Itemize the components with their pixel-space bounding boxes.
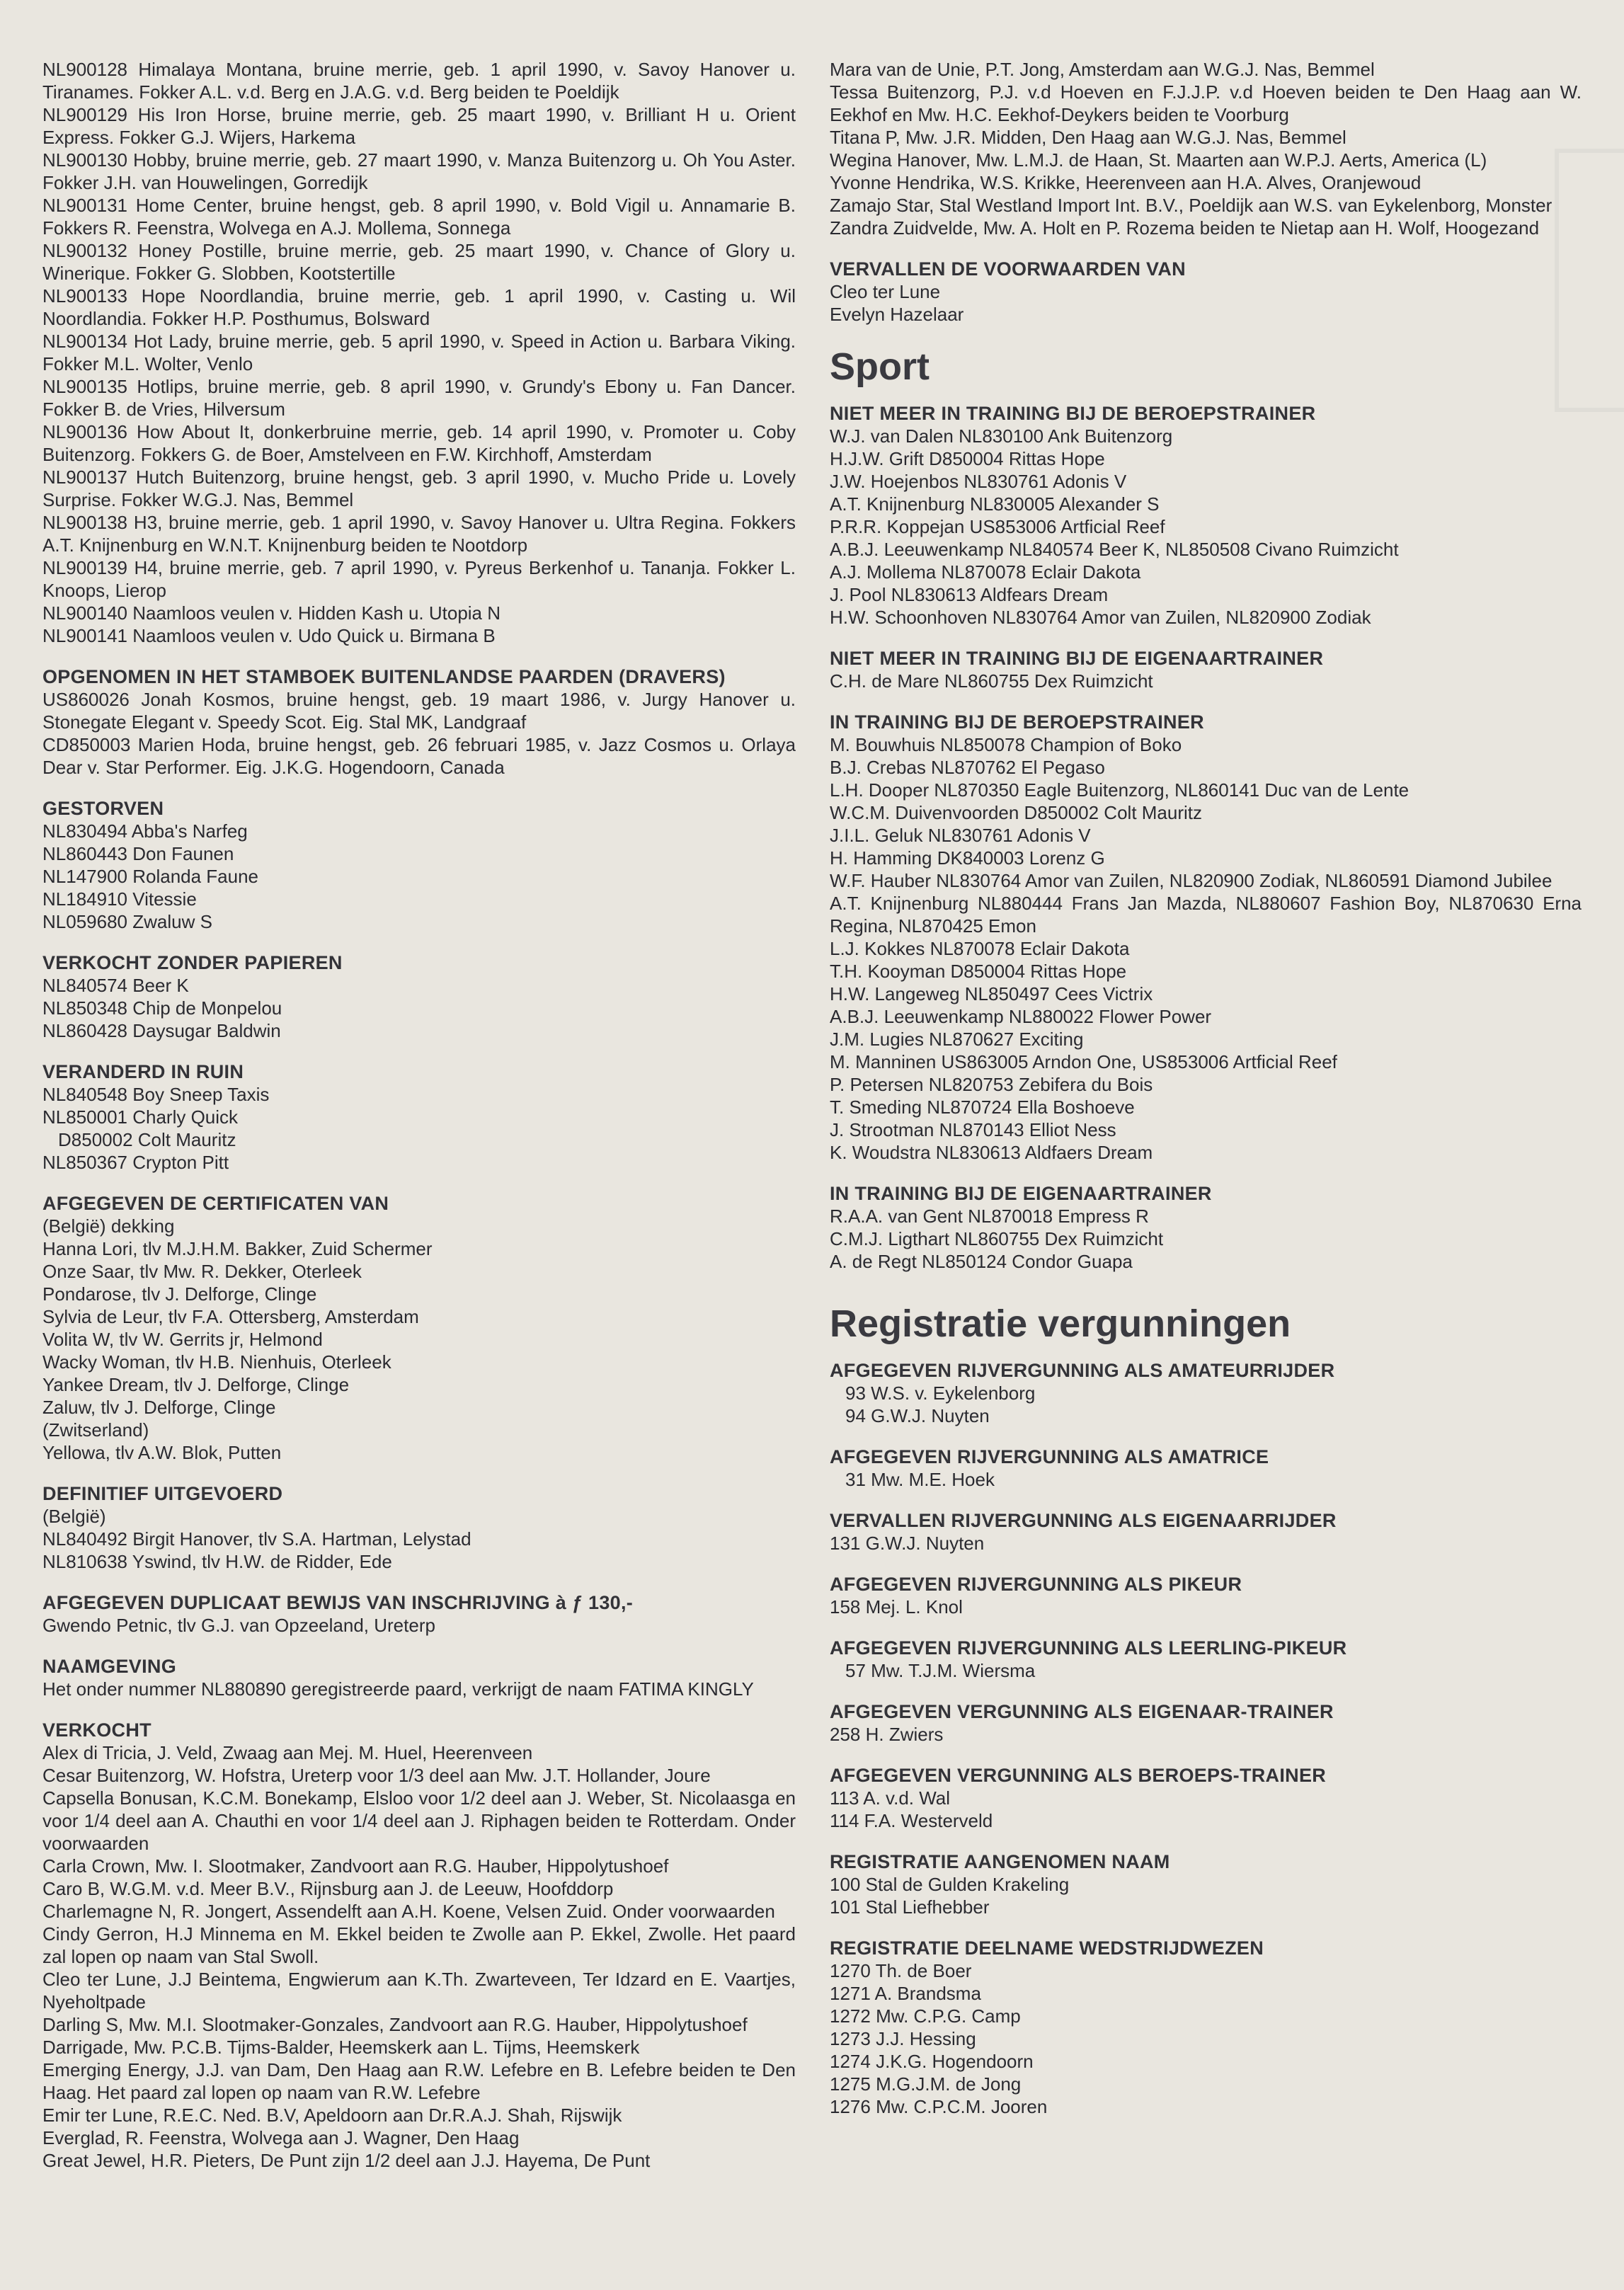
list-item: 100 Stal de Gulden Krakeling [830, 1874, 1070, 1895]
list-item: Cleo ter Lune [830, 281, 941, 302]
list-item: NL900134 Hot Lady, bruine merrie, geb. 5 april 1990, v. Speed in Action u. Barbara Viking. Fokker M.L. Wolter, Venlo [42, 331, 796, 374]
list-item: J. Pool NL830613 Aldfears Dream [830, 584, 1109, 605]
list-item: Capsella Bonusan, K.C.M. Bonekamp, Elsloo voor 1/2 deel aan J. Weber, St. Nicolaasga en voor 1/4 deel aan A. Chauthi en voor 1/4 deel aan J. Riphagen beiden te Rotterdam. Onder voorwaarden [42, 1787, 796, 1854]
list-item: Zaluw, tlv J. Delforge, Clinge [42, 1397, 276, 1418]
list-item: Hanna Lori, tlv M.J.H.M. Bakker, Zuid Schermer [42, 1238, 433, 1259]
section-in-eigenaartrainer [830, 1182, 1582, 1273]
section-gestorven [42, 797, 796, 933]
list-item: Caro B, W.G.M. v.d. Meer B.V., Rijnsburg aan J. de Leeuw, Hoofddorp [42, 1878, 614, 1899]
list-item: (Zwitserland) [42, 1419, 149, 1441]
section-heading: AFGEGEVEN DE CERTIFICATEN VAN [42, 1193, 389, 1214]
list-item: A.T. Knijnenburg NL880444 Frans Jan Mazda, NL880607 Fashion Boy, NL870630 Erna Regina, NL870425 Emon [830, 893, 1582, 937]
list-item: Charlemagne N, R. Jongert, Assendelft aan A.H. Koene, Velsen Zuid. Onder voorwaarden [42, 1901, 775, 1922]
list-item: H. Hamming DK840003 Lorenz G [830, 847, 1105, 869]
list-item: (België) [42, 1506, 106, 1527]
list-item: 31 Mw. M.E. Hoek [845, 1469, 995, 1490]
list-item: Darrigade, Mw. P.C.B. Tijms-Balder, Heemskerk aan L. Tijms, Heemskerk [42, 2037, 640, 2058]
list-item: J.W. Hoejenbos NL830761 Adonis V [830, 471, 1127, 492]
list-item: (België) dekking [42, 1215, 175, 1237]
list-item: 1273 J.J. Hessing [830, 2028, 976, 2049]
list-item: NL184910 Vitessie [42, 888, 197, 910]
list-item: W.F. Hauber NL830764 Amor van Zuilen, NL820900 Zodiak, NL860591 Diamond Jubilee [830, 870, 1552, 891]
list-item: Wegina Hanover, Mw. L.M.J. de Haan, St. Maarten aan W.P.J. Aerts, America (L) [830, 149, 1487, 171]
section-heading: AFGEGEVEN RIJVERGUNNING ALS AMATRICE [830, 1446, 1269, 1467]
list-item: Darling S, Mw. M.I. Slootmaker-Gonzales, Zandvoort aan R.G. Hauber, Hippolytushoef [42, 2014, 748, 2035]
list-item: Great Jewel, H.R. Pieters, De Punt zijn 1/2 deel aan J.J. Hayema, De Punt [42, 2150, 651, 2171]
list-item: NL147900 Rolanda Faune [42, 866, 259, 887]
list-item: NL900131 Home Center, bruine hengst, geb. 8 april 1990, v. Bold Vigil u. Annamarie B. Fokkers R. Feenstra, Wolvega en A.J. Mollema, Sonnega [42, 195, 796, 239]
list-item: NL840548 Boy Sneep Taxis [42, 1084, 270, 1105]
list-item: 1272 Mw. C.P.G. Camp [830, 2005, 1021, 2027]
list-item: C.M.J. Ligthart NL860755 Dex Ruimzicht [830, 1228, 1164, 1249]
list-item: Carla Crown, Mw. I. Slootmaker, Zandvoort aan R.G. Hauber, Hippolytushoef [42, 1855, 669, 1877]
list-item: J.M. Lugies NL870627 Exciting [830, 1029, 1084, 1050]
list-item: T. Smeding NL870724 Ella Boshoeve [830, 1097, 1135, 1118]
list-item: NL900141 Naamloos veulen v. Udo Quick u. Birmana B [42, 625, 496, 646]
registratie-title: Registratie vergunningen [830, 1303, 1291, 1345]
list-item: J. Strootman NL870143 Elliot Ness [830, 1119, 1116, 1140]
section-duplicaat [42, 1591, 796, 1637]
list-item: R.A.A. van Gent NL870018 Empress R [830, 1206, 1149, 1227]
list-item: Wacky Woman, tlv H.B. Nienhuis, Oterleek [42, 1351, 391, 1373]
list-item: P.R.R. Koppejan US853006 Artficial Reef [830, 516, 1165, 537]
list-item: H.W. Langeweg NL850497 Cees Victrix [830, 983, 1153, 1004]
list-item: Alex di Tricia, J. Veld, Zwaag aan Mej. M. Huel, Heerenveen [42, 1742, 533, 1763]
list-item: Onze Saar, tlv Mw. R. Dekker, Oterleek [42, 1261, 362, 1282]
list-item: A.J. Mollema NL870078 Eclair Dakota [830, 561, 1141, 583]
section-definitief-uitgevoerd [42, 1482, 796, 1573]
section-heading: IN TRAINING BIJ DE BEROEPSTRAINER [830, 711, 1204, 733]
list-item: Yellowa, tlv A.W. Blok, Putten [42, 1442, 282, 1463]
list-item: Titana P, Mw. J.R. Midden, Den Haag aan W.G.J. Nas, Bemmel [830, 127, 1346, 148]
section-heading: DEFINITIEF UITGEVOERD [42, 1483, 283, 1504]
list-item: Yankee Dream, tlv J. Delforge, Clinge [42, 1374, 350, 1395]
list-item: J.I.L. Geluk NL830761 Adonis V [830, 825, 1091, 846]
list-item: Het onder nummer NL880890 geregistreerde paard, verkrijgt de naam FATIMA KINGLY [42, 1678, 754, 1700]
list-item: NL900136 How About It, donkerbruine merrie, geb. 14 april 1990, v. Promoter u. Coby Buitenzorg. Fokkers G. de Boer, Amstelveen en F.W. Kirchhoff, Amsterdam [42, 421, 796, 465]
list-item: NL900130 Hobby, bruine merrie, geb. 27 maart 1990, v. Manza Buitenzorg u. Oh You Aster. Fokker J.H. van Houwelingen, Gorredijk [42, 149, 796, 193]
list-item: K. Woudstra NL830613 Aldfaers Dream [830, 1142, 1153, 1163]
list-item: 57 Mw. T.J.M. Wiersma [845, 1660, 1036, 1681]
list-item: NL059680 Zwaluw S [42, 911, 212, 932]
list-item: Everglad, R. Feenstra, Wolvega aan J. Wagner, Den Haag [42, 2127, 520, 2148]
list-item: NL850348 Chip de Monpelou [42, 997, 282, 1019]
list-item: L.H. Dooper NL870350 Eagle Buitenzorg, NL860141 Duc van de Lente [830, 779, 1409, 801]
sport-title: Sport [830, 345, 930, 388]
list-item: B.J. Crebas NL870762 El Pegaso [830, 757, 1105, 778]
list-item: Tessa Buitenzorg, P.J. v.d Hoeven en F.J.J.P. v.d Hoeven beiden te Den Haag aan W. Eekhof en Mw. H.C. Eekhof-Deykers beiden te Voorburg [830, 81, 1582, 125]
list-item: Cleo ter Lune, J.J Beintema, Engwierum aan K.Th. Zwarteveen, Ter Idzard en E. Vaartjes, Nyeholtpade [42, 1969, 796, 2013]
list-item: NL850001 Charly Quick [42, 1106, 239, 1128]
section-niet-beroepstrainer [830, 402, 1582, 629]
list-item: NL900129 His Iron Horse, bruine merrie, geb. 25 maart 1990, v. Brilliant H u. Orient Express. Fokker G.J. Wijers, Harkema [42, 104, 796, 148]
section-heading: REGISTRATIE DEELNAME WEDSTRIJDWEZEN [830, 1937, 1264, 1959]
section-heading: VERANDERD IN RUIN [42, 1061, 244, 1082]
section-beroeps-trainer [830, 1764, 1582, 1832]
section-heading: AFGEGEVEN RIJVERGUNNING ALS AMATEURRIJDER [830, 1360, 1335, 1381]
list-item: Zamajo Star, Stal Westland Import Int. B.V., Poeldijk aan W.S. van Eykelenborg, Monster [830, 195, 1552, 216]
section-verkocht-continued [830, 58, 1582, 239]
list-item: 1276 Mw. C.P.C.M. Jooren [830, 2096, 1048, 2117]
list-item: Cindy Gerron, H.J Minnema en M. Ekkel beiden te Zwolle aan P. Ekkel, Zwolle. Het paard zal lopen op naam van Stal Swoll. [42, 1923, 796, 1967]
list-item: 101 Stal Liefhebber [830, 1896, 990, 1918]
list-item: 114 F.A. Westerveld [830, 1810, 993, 1831]
list-item: NL900137 Hutch Buitenzorg, bruine hengst, geb. 3 april 1990, v. Mucho Pride u. Lovely Surprise. Fokker W.G.J. Nas, Bemmel [42, 466, 796, 510]
list-item: 94 G.W.J. Nuyten [845, 1405, 990, 1426]
list-item: A.B.J. Leeuwenkamp NL840574 Beer K, NL850508 Civano Ruimzicht [830, 539, 1399, 560]
list-item: M. Manninen US863005 Arndon One, US853006 Artficial Reef [830, 1051, 1337, 1072]
section-heading: AFGEGEVEN RIJVERGUNNING ALS LEERLING-PIKEUR [830, 1637, 1347, 1659]
list-item: US860026 Jonah Kosmos, bruine hengst, geb. 19 maart 1986, v. Jurgy Hanover u. Stonegate Elegant v. Speedy Scot. Eig. Stal MK, Landgraaf [42, 689, 796, 733]
section-naamgeving [42, 1655, 796, 1700]
list-item: NL900138 H3, bruine merrie, geb. 1 april 1990, v. Savoy Hanover u. Ultra Regina. Fokkers A.T. Knijnenburg en W.N.T. Knijnenburg beiden te Nootdorp [42, 512, 796, 556]
section-heading: GESTORVEN [42, 798, 164, 819]
list-item: 1271 A. Brandsma [830, 1983, 981, 2004]
list-item: T.H. Kooyman D850004 Rittas Hope [830, 961, 1127, 982]
section-veranderd-in-ruin [42, 1060, 796, 1174]
section-heading: REGISTRATIE AANGENOMEN NAAM [830, 1851, 1170, 1872]
list-item: 131 G.W.J. Nuyten [830, 1533, 985, 1554]
section-heading: NIET MEER IN TRAINING BIJ DE EIGENAARTRAINER [830, 648, 1324, 669]
list-item: Volita W, tlv W. Gerrits jr, Helmond [42, 1329, 323, 1350]
list-item: Cesar Buitenzorg, W. Hofstra, Ureterp voor 1/3 deel aan Mw. J.T. Hollander, Joure [42, 1765, 711, 1786]
list-item: Gwendo Petnic, tlv G.J. van Opzeeland, Ureterp [42, 1615, 435, 1636]
list-item: Evelyn Hazelaar [830, 304, 964, 325]
section-heading: IN TRAINING BIJ DE EIGENAARTRAINER [830, 1183, 1212, 1204]
section-leerling-pikeur [830, 1637, 1582, 1682]
section-heading: NAAMGEVING [42, 1656, 177, 1677]
list-item: W.J. van Dalen NL830100 Ank Buitenzorg [830, 425, 1173, 447]
list-item: CD850003 Marien Hoda, bruine hengst, geb. 26 februari 1985, v. Jazz Cosmos u. Orlaya Dear v. Star Performer. Eig. J.K.G. Hogendoorn, Canada [42, 734, 796, 778]
section-heading: AFGEGEVEN VERGUNNING ALS EIGENAAR-TRAINER [830, 1701, 1334, 1722]
list-item: Pondarose, tlv J. Delforge, Clinge [42, 1283, 317, 1305]
list-item: Yvonne Hendrika, W.S. Krikke, Heerenveen aan H.A. Alves, Oranjewoud [830, 172, 1422, 193]
list-item: W.C.M. Duivenvoorden D850002 Colt Mauritz [830, 802, 1203, 823]
list-item: P. Petersen NL820753 Zebifera du Bois [830, 1074, 1153, 1095]
list-item: NL900128 Himalaya Montana, bruine merrie, geb. 1 april 1990, v. Savoy Hanover u. Tiranames. Fokker A.L. v.d. Berg en J.A.G. v.d. Berg beiden te Poeldijk [42, 59, 796, 103]
section-amatrice [830, 1445, 1582, 1491]
list-item: 1274 J.K.G. Hogendoorn [830, 2051, 1034, 2072]
list-item: L.J. Kokkes NL870078 Eclair Dakota [830, 938, 1130, 959]
list-item: C.H. de Mare NL860755 Dex Ruimzicht [830, 670, 1153, 692]
list-item: Mara van de Unie, P.T. Jong, Amsterdam aan W.G.J. Nas, Bemmel [830, 59, 1375, 80]
list-item: NL830494 Abba's Narfeg [42, 820, 248, 842]
section-heading: VERVALLEN DE VOORWAARDEN VAN [830, 258, 1186, 280]
section-certificaten [42, 1192, 796, 1464]
list-item: NL810638 Yswind, tlv H.W. de Ridder, Ede [42, 1551, 392, 1572]
section-pikeur [830, 1573, 1582, 1618]
list-item: NL900133 Hope Noordlandia, bruine merrie, geb. 1 april 1990, v. Casting u. Wil Noordlandia. Fokker H.P. Posthumus, Bolsward [42, 285, 796, 329]
list-item: D850002 Colt Mauritz [58, 1129, 236, 1150]
list-item: 258 H. Zwiers [830, 1724, 944, 1745]
section-heading: VERKOCHT ZONDER PAPIEREN [42, 952, 343, 973]
list-item: NL860428 Daysugar Baldwin [42, 1020, 281, 1041]
list-item: Zandra Zuidvelde, Mw. A. Holt en P. Rozema beiden te Nietap aan H. Wolf, Hoogezand [830, 217, 1540, 239]
section-deelname-wedstrijdwezen [830, 1937, 1582, 2118]
list-item: NL840574 Beer K [42, 975, 189, 996]
section-eigenaarrijder [830, 1509, 1582, 1555]
section-stamboek [42, 665, 796, 779]
section-in-beroepstrainer [830, 711, 1582, 1164]
section-heading: AFGEGEVEN DUPLICAAT BEWIJS VAN INSCHRIJVING à ƒ 130,- [42, 1592, 634, 1613]
section-eigenaar-trainer [830, 1700, 1582, 1746]
list-item: A. de Regt NL850124 Condor Guapa [830, 1251, 1133, 1272]
list-item: NL900140 Naamloos veulen v. Hidden Kash u. Utopia N [42, 602, 501, 624]
list-item: Emir ter Lune, R.E.C. Ned. B.V, Apeldoorn aan Dr.R.A.J. Shah, Rijswijk [42, 2105, 622, 2126]
list-item: A.B.J. Leeuwenkamp NL880022 Flower Power [830, 1006, 1212, 1027]
section-heading: OPGENOMEN IN HET STAMBOEK BUITENLANDSE PAARDEN (DRAVERS) [42, 666, 726, 687]
list-item: 113 A. v.d. Wal [830, 1787, 951, 1809]
list-item: NL860443 Don Faunen [42, 843, 234, 864]
section-verkocht-zonder-papieren [42, 951, 796, 1042]
list-item: Sylvia de Leur, tlv F.A. Ottersberg, Amsterdam [42, 1306, 419, 1327]
list-item: M. Bouwhuis NL850078 Champion of Boko [830, 734, 1182, 755]
section-heading: VERVALLEN RIJVERGUNNING ALS EIGENAARRIJDER [830, 1510, 1337, 1531]
list-item: NL840492 Birgit Hanover, tlv S.A. Hartman, Lelystad [42, 1528, 471, 1550]
list-item: 1270 Th. de Boer [830, 1960, 972, 1981]
registration-list [42, 58, 796, 647]
list-item: 93 W.S. v. Eykelenborg [845, 1382, 1036, 1404]
list-item: H.W. Schoonhoven NL830764 Amor van Zuilen, NL820900 Zodiak [830, 607, 1371, 628]
section-heading: VERKOCHT [42, 1719, 151, 1741]
list-item: 1275 M.G.J.M. de Jong [830, 2073, 1022, 2095]
list-item: Emerging Energy, J.J. van Dam, Den Haag aan R.W. Lefebre en B. Lefebre beiden te Den Haag. Het paard zal lopen op naam van R.W. Lefebre [42, 2059, 796, 2103]
section-niet-eigenaartrainer [830, 647, 1582, 692]
section-heading: AFGEGEVEN VERGUNNING ALS BEROEPS-TRAINER [830, 1765, 1327, 1786]
left-column [42, 58, 796, 2190]
right-column [830, 58, 1582, 2136]
list-item: NL850367 Crypton Pitt [42, 1152, 229, 1173]
list-item: NL900139 H4, bruine merrie, geb. 7 april 1990, v. Pyreus Berkenhof u. Tananja. Fokker L. Knoops, Lierop [42, 557, 796, 601]
list-item: NL900132 Honey Postille, bruine merrie, geb. 25 maart 1990, v. Chance of Glory u. Winerique. Fokker G. Slobben, Kootstertille [42, 240, 796, 284]
section-amateurrijder [830, 1359, 1582, 1427]
list-item: A.T. Knijnenburg NL830005 Alexander S [830, 493, 1160, 515]
list-item: NL900135 Hotlips, bruine merrie, geb. 8 april 1990, v. Grundy's Ebony u. Fan Dancer. Fokker B. de Vries, Hilversum [42, 376, 796, 420]
section-verkocht [42, 1719, 796, 2172]
list-item: 158 Mej. L. Knol [830, 1596, 963, 1618]
section-vervallen-voorwaarden [830, 258, 1582, 326]
section-heading: AFGEGEVEN RIJVERGUNNING ALS PIKEUR [830, 1574, 1242, 1595]
list-item: H.J.W. Grift D850004 Rittas Hope [830, 448, 1105, 469]
section-aangenomen-naam [830, 1850, 1582, 1918]
section-heading: NIET MEER IN TRAINING BIJ DE BEROEPSTRAINER [830, 403, 1316, 424]
